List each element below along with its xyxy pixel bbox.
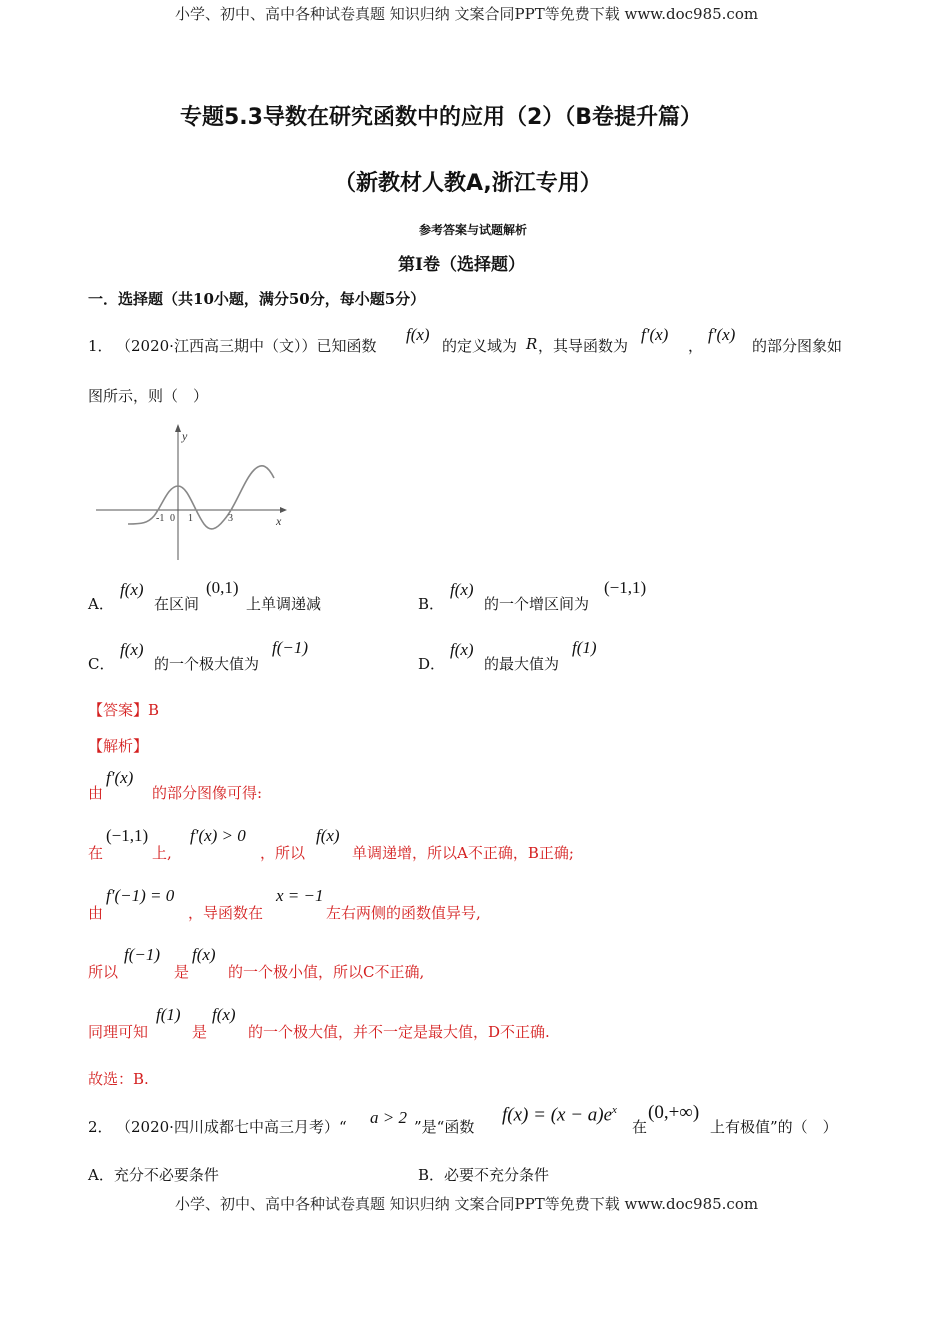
q1-text1: 的定义域为 bbox=[442, 337, 518, 355]
q2-source: （2020·四川成都七中高三月考）“ bbox=[116, 1118, 347, 1136]
q1-text2: ，其导函数为 bbox=[538, 337, 629, 355]
option-d-t1: 的最大值为 bbox=[484, 655, 560, 673]
q2-m1: a > 2 bbox=[370, 1108, 407, 1127]
a1-t1: 由 bbox=[88, 784, 104, 802]
a3-m1: f′(−1) = 0 bbox=[106, 886, 175, 905]
option-b-m1: f(x) bbox=[450, 580, 474, 599]
option-a-t1: 在区间 bbox=[154, 595, 200, 613]
option-b-t1: 的一个增区间为 bbox=[484, 595, 590, 613]
a2-m1: (−1,1) bbox=[106, 826, 149, 845]
a2-m2: f′(x) > 0 bbox=[190, 826, 246, 845]
q1-fprime: f′(x) bbox=[641, 325, 669, 344]
a3-t2: ，导函数在 bbox=[188, 904, 264, 922]
a4-t1: 所以 bbox=[88, 963, 119, 981]
y-label: y bbox=[182, 429, 188, 443]
a1-m1: f′(x) bbox=[106, 768, 134, 787]
page-footer: 小学、初中、高中各种试卷真题 知识归纳 文案合同PPT等免费下载 www.doc985.com bbox=[175, 1195, 759, 1213]
option-c-t1: 的一个极大值为 bbox=[154, 655, 260, 673]
option-a-label: A． bbox=[88, 595, 114, 613]
q2-number: 2． bbox=[88, 1118, 113, 1136]
page-header: 小学、初中、高中各种试卷真题 知识归纳 文案合同PPT等免费下载 www.doc985.com bbox=[175, 5, 759, 23]
q1-analysis-label: 【解析】 bbox=[88, 737, 149, 755]
a2-t2: 上, bbox=[152, 844, 172, 862]
q2-option-a: A．充分不必要条件 bbox=[88, 1166, 219, 1184]
option-c-m1: f(x) bbox=[120, 640, 144, 659]
a5-t1: 同理可知 bbox=[88, 1023, 149, 1041]
q2-t3: 上有极值”的（ ） bbox=[710, 1118, 838, 1136]
a2-m3: f(x) bbox=[316, 826, 340, 845]
q1-comma: ， bbox=[688, 337, 704, 355]
option-a-m1: f(x) bbox=[120, 580, 144, 599]
q2-option-b: B．必要不充分条件 bbox=[418, 1166, 550, 1184]
option-a-m2: (0,1) bbox=[206, 578, 239, 597]
q2-m2-base: f(x) = (x − a)e bbox=[502, 1104, 613, 1126]
q1-source: （2020·江西高三期中（文））已知函数 bbox=[116, 337, 377, 355]
page-title: 专题5.3导数在研究函数中的应用（2）（B卷提升篇） bbox=[180, 105, 703, 130]
a4-m1: f(−1) bbox=[124, 945, 161, 964]
a3-t3: 左右两侧的函数值异号, bbox=[326, 904, 481, 922]
q1-fx: f(x) bbox=[406, 325, 430, 344]
q2-m2-exp: x bbox=[612, 1104, 617, 1116]
derivative-curve bbox=[128, 466, 274, 529]
a3-t1: 由 bbox=[88, 904, 104, 922]
q2-t2: 在 bbox=[632, 1118, 648, 1136]
q2-m3: (0,+∞) bbox=[648, 1102, 700, 1123]
a2-t4: 单调递增，所以A不正确，B正确; bbox=[352, 844, 574, 862]
a2-t3: ，所以 bbox=[260, 844, 306, 862]
a5-m2: f(x) bbox=[212, 1005, 236, 1024]
q1-fprime2: f′(x) bbox=[708, 325, 736, 344]
q1-number: 1． bbox=[88, 337, 113, 355]
option-d-m2: f(1) bbox=[572, 638, 597, 657]
tick-1: 1 bbox=[188, 513, 193, 524]
option-c-m2: f(−1) bbox=[272, 638, 309, 657]
q2-m2 bbox=[502, 1104, 617, 1126]
option-d-label: D． bbox=[418, 655, 446, 673]
q1-R: R bbox=[526, 335, 538, 353]
a4-t3: 的一个极小值，所以C不正确, bbox=[228, 963, 425, 981]
tick-0: 0 bbox=[170, 513, 175, 524]
part-heading: 第Ⅰ卷（选择题） bbox=[398, 255, 525, 275]
a1-t2: 的部分图像可得: bbox=[152, 784, 263, 802]
option-b-label: B． bbox=[418, 595, 445, 613]
x-axis-arrow bbox=[280, 507, 287, 513]
a3-m2: x = −1 bbox=[276, 886, 324, 905]
section-heading: 一．选择题（共10小题，满分50分，每小题5分） bbox=[88, 290, 426, 308]
option-d-m1: f(x) bbox=[450, 640, 474, 659]
derivative-graph bbox=[92, 420, 292, 565]
x-label: x bbox=[276, 514, 282, 528]
option-b-m2: (−1,1) bbox=[604, 578, 647, 597]
q1-answer: 【答案】B bbox=[88, 701, 160, 719]
option-a-t2: 上单调递减 bbox=[246, 595, 322, 613]
q1-line2: 图所示，则（ ） bbox=[88, 387, 209, 405]
a5-t2: 是 bbox=[192, 1023, 208, 1041]
tick-minus-1: -1 bbox=[156, 513, 165, 524]
option-c-label: C． bbox=[88, 655, 115, 673]
subtitle: 参考答案与试题解析 bbox=[419, 223, 528, 237]
q2-t1: ”是“函数 bbox=[414, 1118, 475, 1136]
analysis-conclusion: 故选：B. bbox=[88, 1070, 149, 1088]
a4-t2: 是 bbox=[174, 963, 190, 981]
a5-m1: f(1) bbox=[156, 1005, 181, 1024]
a5-t3: 的一个极大值，并不一定是最大值，D不正确. bbox=[248, 1023, 550, 1041]
tick-3: 3 bbox=[228, 513, 233, 524]
q1-text3: 的部分图象如 bbox=[752, 337, 843, 355]
a2-t1: 在 bbox=[88, 844, 104, 862]
y-axis-arrow bbox=[175, 424, 181, 432]
a4-m2: f(x) bbox=[192, 945, 216, 964]
page-title-line2: （新教材人教A,浙江专用） bbox=[334, 171, 602, 196]
